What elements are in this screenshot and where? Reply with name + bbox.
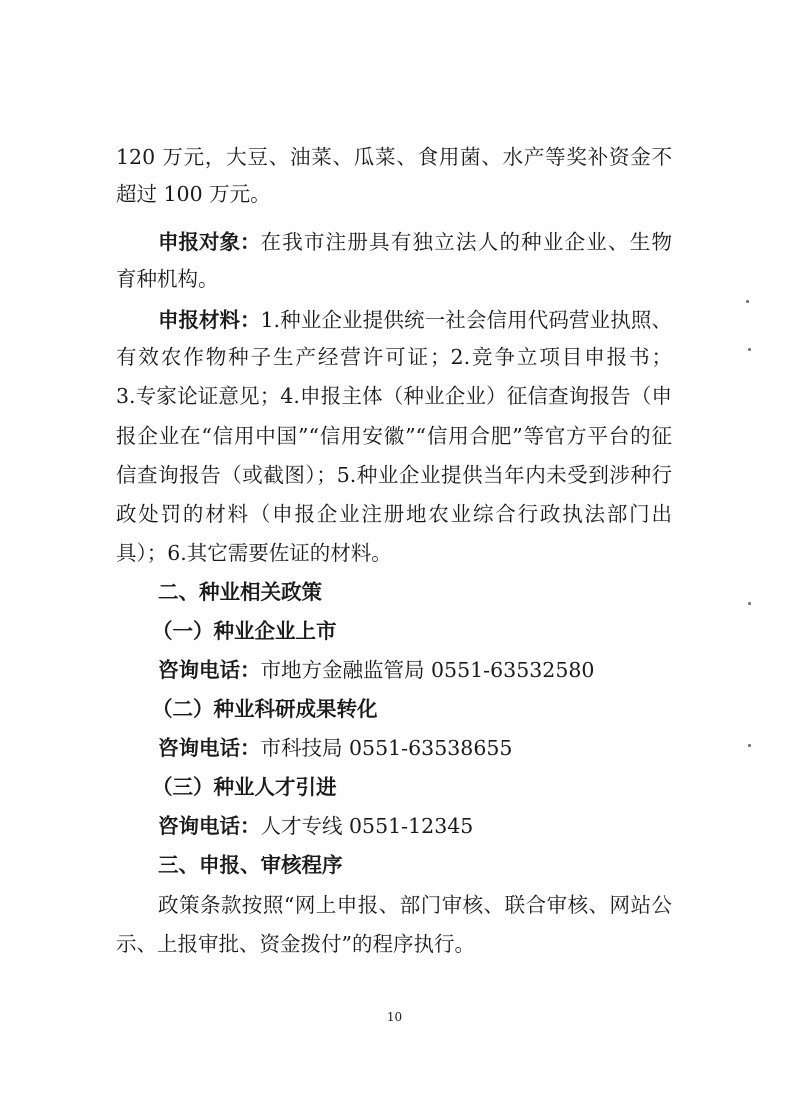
- contact-label: 咨询电话：: [158, 814, 261, 838]
- text-line: 具）；6.其它需要佐证的材料。: [116, 541, 392, 565]
- text-line: 有效农作物种子生产经营许可证；2.竞争立项目申报书；: [116, 345, 672, 369]
- text-line: 超过 100 万元。: [116, 182, 271, 206]
- subsection-heading-text: （二）种业科研成果转化: [152, 697, 378, 721]
- contact-text: 市地方金融监管局 0551-63532580: [260, 658, 595, 682]
- text-line: 信查询报告（或截图）；5.种业企业提供当年内未受到涉种行: [116, 463, 672, 487]
- text-line: 政处罚的材料（申报企业注册地农业综合行政执法部门出: [116, 502, 672, 526]
- scan-speck: [746, 300, 749, 303]
- applicant-line: [158, 228, 672, 256]
- subsection-heading-text: （三）种业人才引进: [152, 775, 337, 799]
- scan-speck: [748, 602, 751, 605]
- contact-text: 市科技局 0551-63538655: [260, 736, 513, 760]
- text-line: 育种机构。: [116, 267, 219, 291]
- contact-text: 人才专线 0551-12345: [260, 814, 474, 838]
- contact-row: [158, 656, 594, 684]
- contact-row: [158, 734, 512, 762]
- contact-label: 咨询电话：: [158, 658, 261, 682]
- text-line: 报企业在“信用中国”“信用安徽”“信用合肥”等官方平台的征: [116, 424, 672, 448]
- contact-row: [158, 812, 473, 840]
- section-heading-text: 二、种业相关政策: [158, 580, 322, 604]
- materials-line: [158, 306, 672, 334]
- applicant-label: 申报对象：: [158, 230, 261, 254]
- applicant-text: 在我市注册具有独立法人的种业企业、生物: [260, 230, 672, 254]
- subsection-heading-text: （一）种业企业上市: [152, 619, 337, 643]
- materials-text: 1.种业企业提供统一社会信用代码营业执照、: [260, 308, 672, 332]
- page-number: 10: [386, 1010, 403, 1024]
- contact-label: 咨询电话：: [158, 736, 261, 760]
- text-line: 3.专家论证意见；4.申报主体（种业企业）征信查询报告（申: [116, 384, 672, 408]
- scan-speck: [748, 348, 751, 351]
- scan-speck: [748, 744, 751, 747]
- section-heading-text: 三、申报、审核程序: [158, 853, 343, 877]
- text-line: 示、上报审批、资金拨付”的程序执行。: [116, 932, 475, 956]
- text-line: 120 万元，大豆、油菜、瓜菜、食用菌、水产等奖补资金不: [116, 145, 672, 169]
- text-line: 政策条款按照“网上申报、部门审核、联合审核、网站公: [158, 893, 672, 917]
- materials-label: 申报材料：: [158, 308, 261, 332]
